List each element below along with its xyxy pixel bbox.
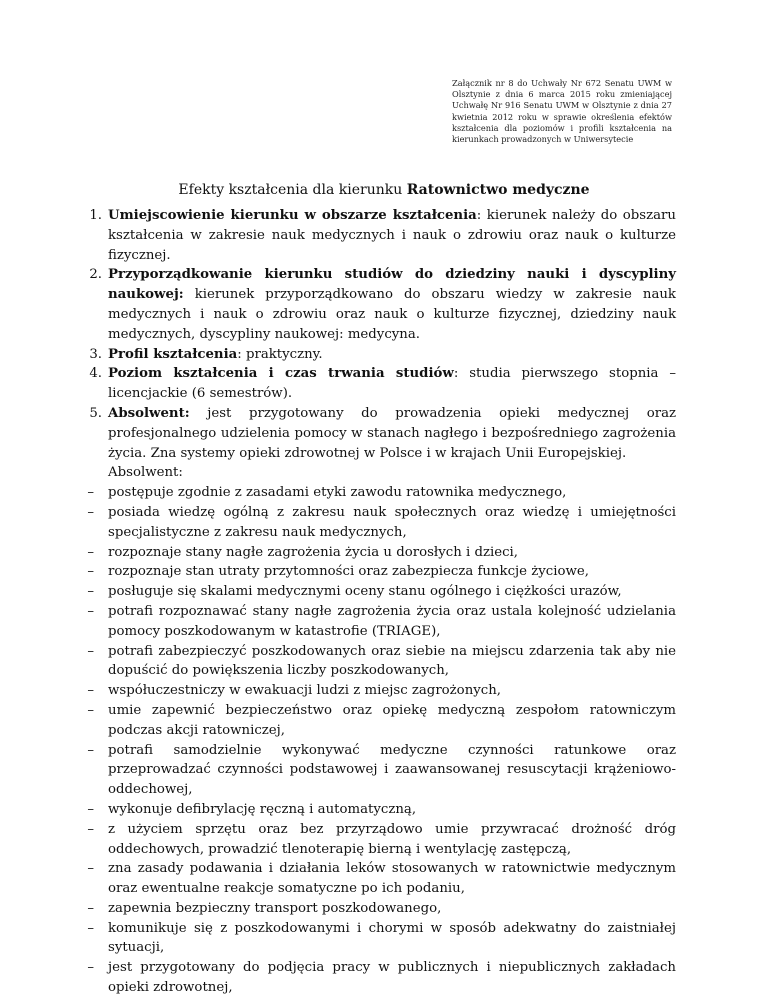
bullet-text: potrafi zabezpieczyć poszkodowanych oraz siebie na miejscu zdarzenia tak aby nie dopuścić do powiększenia liczby poszkodowanych, <box>108 643 676 679</box>
item-heading: Absolwent: <box>108 405 190 421</box>
bullet-text: rozpoznaje stany nagłe zagrożenia życia u dorosłych i dzieci, <box>108 544 519 560</box>
dash-marker: – <box>87 683 94 699</box>
bullet-item <box>80 642 676 682</box>
annex-note: Załącznik nr 8 do Uchwały Nr 672 Senatu UWM w Olsztynie z dnia 6 marca 2015 roku zmieniającej Uchwałę Nr 916 Senatu UWM w Olsztynie z dnia 27 kwietnia 2012 roku w sprawie określenia efektów kształcenia dla poziomów i profili kształcenia na kierunkach prowadzonych w Uniwersytecie <box>452 78 672 145</box>
bullet-item <box>80 681 676 701</box>
dash-marker: – <box>87 861 94 877</box>
dash-marker: – <box>87 900 94 916</box>
item-text: : praktyczny. <box>237 346 323 362</box>
dash-marker: – <box>87 643 94 659</box>
item-text: jest przygotowany do prowadzenia opieki medycznej oraz profesjonalnego udzielenia pomocy w stanach nagłego i bezpośredniego zagrożenia życia. Zna systemy opieki zdrowotnej w Polsce i w krajach Unii Europejskiej. <box>108 405 676 461</box>
item-heading: Profil kształcenia <box>108 346 238 362</box>
item-number: 4. <box>89 366 102 382</box>
item-number: 2. <box>89 267 102 283</box>
bullet-item <box>80 602 676 642</box>
bullet-item <box>80 741 676 800</box>
item-text: : kierunek należy do obszaru kształcenia w zakresie nauk medycznych i nauk o zdrowiu oraz nauk o kulturze fizycznej. <box>108 208 676 263</box>
list-item-4 <box>80 364 676 404</box>
list-item-2 <box>80 265 676 344</box>
item-number: 3. <box>89 346 102 362</box>
bullet-text: posługuje się skalami medycznymi oceny stanu ogólnego i ciężkości urazów, <box>108 584 622 600</box>
bullet-text: postępuje zgodnie z zasadami etyki zawodu ratownika medycznego, <box>108 485 567 501</box>
bullet-item <box>80 562 676 582</box>
dash-marker: – <box>87 544 94 560</box>
item-heading: Umiejscowienie kierunku w obszarze kształcenia <box>108 208 477 223</box>
dash-marker: – <box>87 960 94 976</box>
item-heading: Przyporządkowanie kierunku studiów do dziedziny nauki i dyscypliny naukowej: <box>108 267 676 303</box>
bullet-text: rozpoznaje stan utraty przytomności oraz zabezpiecza funkcje życiowe, <box>108 564 589 580</box>
bullet-text: potrafi samodzielnie wykonywać medyczne czynności ratunkowe oraz przeprowadzać czynności podstawowej i zaawansowanej resuscytacji krążeniowo-oddechowej, <box>108 742 676 798</box>
absolwent-label: Absolwent: <box>108 465 183 481</box>
bullet-text: potrafi rozpoznawać stany nagłe zagrożenia życia oraz ustala kolejność udzielania pomocy poszkodowanym w katastrofie (TRIAGE), <box>108 603 676 639</box>
bullet-item <box>80 582 676 602</box>
bullet-text: umie zapewnić bezpieczeństwo oraz opiekę medyczną zespołom ratowniczym podczas akcji ratowniczej, <box>108 702 676 738</box>
dash-marker: – <box>87 603 94 619</box>
bullet-item <box>80 899 676 919</box>
bullet-text: współuczestniczy w ewakuacji ludzi z miejsc zagrożonych, <box>108 683 502 699</box>
item-text: : studia pierwszego stopnia – licencjackie (6 semestrów). <box>108 366 676 402</box>
item-number: 1. <box>89 208 102 223</box>
list-item-5 <box>80 404 676 463</box>
dash-marker: – <box>87 564 94 580</box>
bullet-item <box>80 820 676 860</box>
dash-marker: – <box>87 504 94 520</box>
dash-marker: – <box>87 702 94 718</box>
bullet-item <box>80 958 676 998</box>
bullet-item <box>80 543 676 563</box>
bullet-item <box>80 800 676 820</box>
bullet-text: z użyciem sprzętu oraz bez przyrządowo umie przywracać drożność dróg oddechowych, prowadzić tlenoterapię bierną i wentylację zastępczą, <box>108 821 676 857</box>
dash-marker: – <box>87 821 94 837</box>
bullet-text: jest przygotowany do podjęcia pracy w publicznych i niepublicznych zakładach opieki zdrowotnej, <box>108 960 676 996</box>
title-field: Ratownictwo medyczne <box>406 182 590 198</box>
document-title <box>0 182 768 198</box>
dash-marker: – <box>87 485 94 501</box>
item-heading: Poziom kształcenia i czas trwania studiów <box>108 366 454 382</box>
bullet-item <box>80 919 676 959</box>
bullet-text: komunikuje się z poszkodowanymi i chorymi w sposób adekwatny do zaistniałej sytuacji, <box>108 920 676 956</box>
dash-marker: – <box>87 742 94 758</box>
document-body <box>80 206 676 998</box>
dash-marker: – <box>87 584 94 600</box>
item-number: 5. <box>89 405 102 421</box>
bullet-item <box>80 701 676 741</box>
bullet-text: zna zasady podawania i działania leków stosowanych w ratownictwie medycznym oraz ewentualne reakcje somatyczne po ich podaniu, <box>108 861 676 897</box>
bullet-item <box>80 503 676 543</box>
bullet-text: wykonuje defibrylację ręczną i automatyczną, <box>108 801 417 817</box>
bullet-item <box>80 483 676 503</box>
dash-marker: – <box>87 920 94 936</box>
list-item-1 <box>80 206 676 265</box>
title-prefix: Efekty kształcenia dla kierunku <box>178 182 407 198</box>
bullet-item <box>80 859 676 899</box>
list-item-3 <box>80 345 676 365</box>
bullet-text: zapewnia bezpieczny transport poszkodowanego, <box>108 900 442 916</box>
item-text: kierunek przyporządkowano do obszaru wiedzy w zakresie nauk medycznych i nauk o zdrowiu oraz nauk o kulturze fizycznej, dziedziny nauk medycznych, dyscypliny naukowej: medycyna. <box>108 287 676 342</box>
bullet-text: posiada wiedzę ogólną z zakresu nauk społecznych oraz wiedzę i umiejętności specjalistyczne z zakresu nauk medycznych, <box>108 504 676 540</box>
dash-marker: – <box>87 801 94 817</box>
